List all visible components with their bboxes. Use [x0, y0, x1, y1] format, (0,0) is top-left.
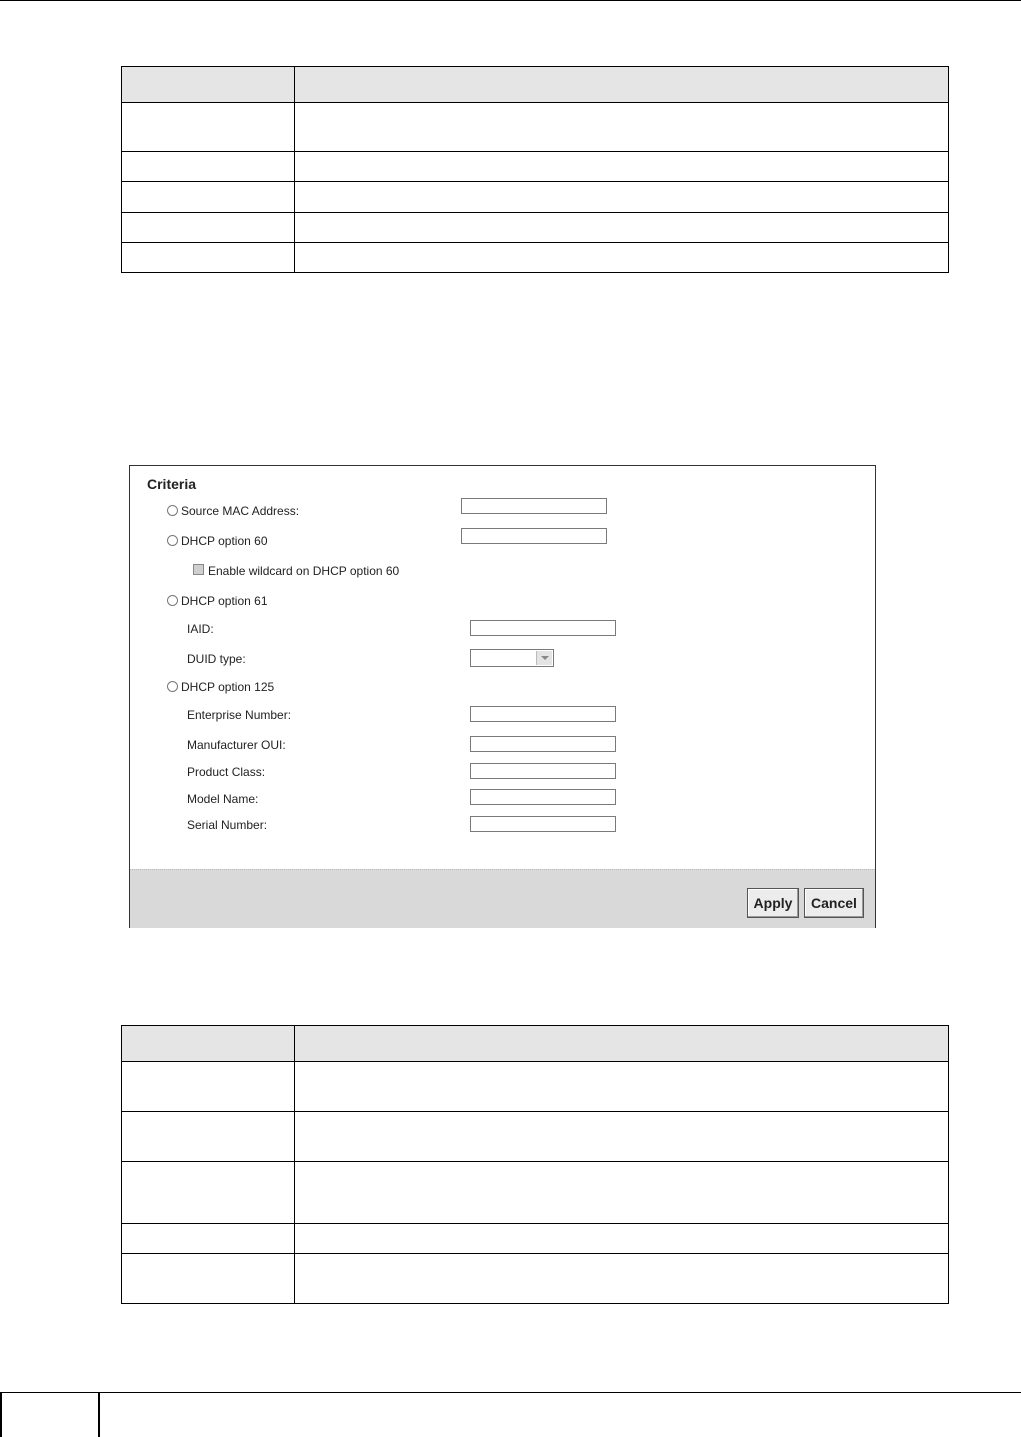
table-header-cell	[122, 1026, 295, 1062]
wildcard-label: Enable wildcard on DHCP option 60	[208, 564, 400, 578]
dhcp-option-60-input[interactable]	[461, 528, 607, 544]
page-number-box-edge	[0, 1392, 2, 1437]
source-mac-radio[interactable]	[167, 505, 178, 516]
duid-type-label: DUID type:	[187, 652, 246, 666]
apply-button[interactable]: Apply	[747, 888, 799, 918]
table-row	[122, 182, 949, 213]
table-header-cell	[295, 1026, 949, 1062]
model-name-input[interactable]	[470, 789, 616, 805]
dhcp-option-60-label: DHCP option 60	[181, 534, 268, 548]
dhcp-option-125-label: DHCP option 125	[181, 680, 275, 694]
cancel-button[interactable]: Cancel	[804, 888, 864, 918]
product-class-label: Product Class:	[187, 765, 266, 779]
table-row	[122, 1112, 949, 1162]
table-row	[122, 152, 949, 182]
source-mac-input[interactable]	[461, 498, 607, 514]
dhcp-option-60-radio[interactable]	[167, 535, 178, 546]
page-number-box-edge	[98, 1392, 100, 1437]
manufacturer-oui-input[interactable]	[470, 736, 616, 752]
table-header-cell	[122, 67, 295, 103]
iaid-input[interactable]	[470, 620, 616, 636]
table-row	[122, 243, 949, 273]
table-header-row	[122, 1026, 949, 1062]
chevron-down-icon	[536, 651, 552, 665]
enterprise-number-input[interactable]	[470, 706, 616, 722]
panel-title: Criteria	[147, 476, 197, 492]
panel-footer	[130, 869, 875, 928]
iaid-label: IAID:	[187, 622, 214, 636]
table-header-cell	[295, 67, 949, 103]
dhcp-option-61-label: DHCP option 61	[181, 594, 268, 608]
table-row	[122, 1162, 949, 1224]
table-row	[122, 1254, 949, 1304]
dhcp-option-125-radio[interactable]	[167, 681, 178, 692]
table-row	[122, 103, 949, 152]
enterprise-number-label: Enterprise Number:	[187, 708, 292, 722]
table-row	[122, 1062, 949, 1112]
serial-number-label: Serial Number:	[187, 818, 268, 832]
table-row	[122, 213, 949, 243]
model-name-label: Model Name:	[187, 792, 259, 806]
duid-type-select[interactable]	[470, 649, 554, 667]
manufacturer-oui-label: Manufacturer OUI:	[187, 738, 286, 752]
footer-rule	[100, 1392, 1021, 1393]
product-class-input[interactable]	[470, 763, 616, 779]
top-table	[121, 66, 949, 273]
dhcp-option-61-radio[interactable]	[167, 595, 178, 606]
source-mac-label: Source MAC Address:	[181, 504, 300, 518]
header-rule	[0, 0, 1021, 1]
criteria-panel	[129, 465, 876, 928]
wildcard-checkbox[interactable]	[193, 564, 204, 575]
serial-number-input[interactable]	[470, 816, 616, 832]
table-row	[122, 1224, 949, 1254]
table-header-row	[122, 67, 949, 103]
bottom-table	[121, 1025, 949, 1304]
page-number-box-top	[0, 1392, 100, 1393]
